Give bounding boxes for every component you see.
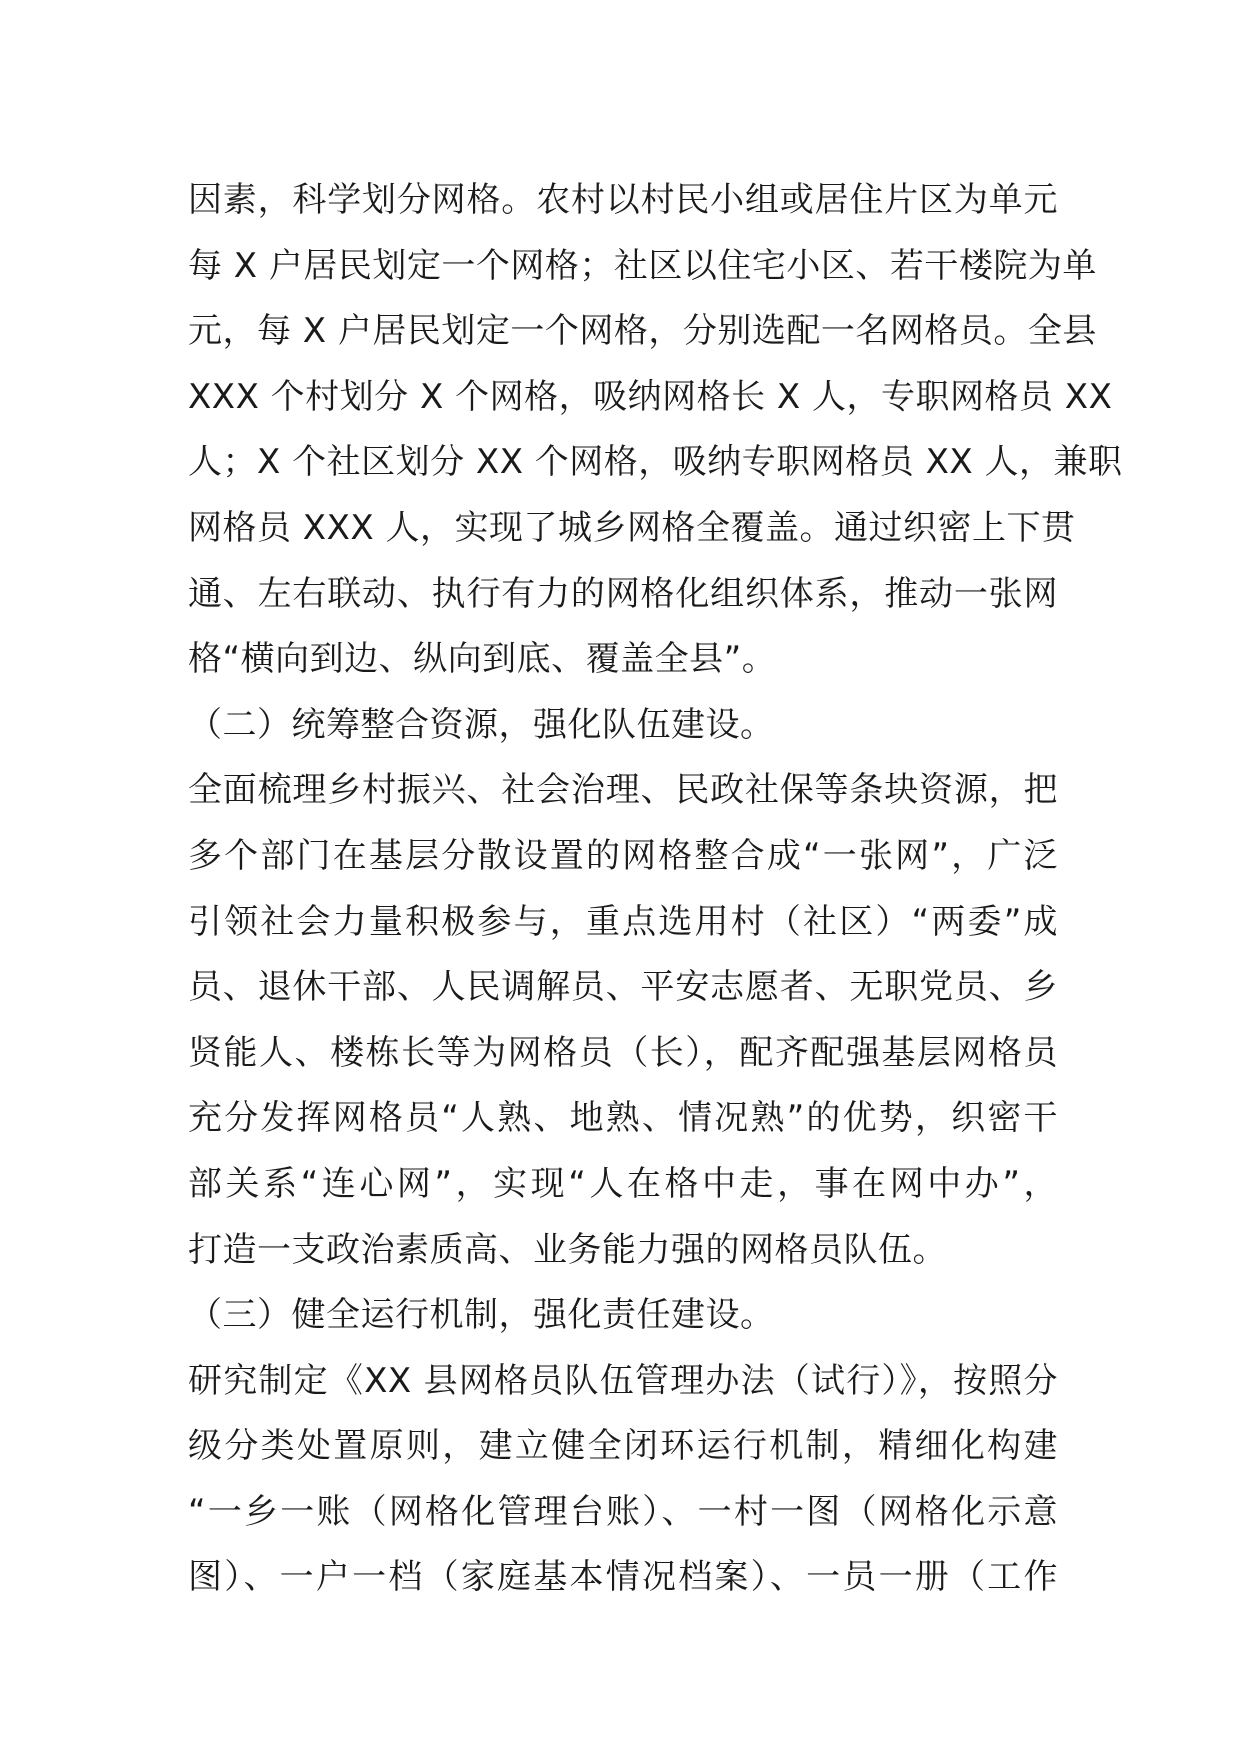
text-line: 因素，科学划分网格。农村以村民小组或居住片区为单元 xyxy=(188,180,1058,220)
text-line: XXX 个村划分 X 个网格，吸纳网格长 X 人，专职网格员 XX xyxy=(188,376,1113,417)
section-heading: （二）统筹整合资源，强化队伍建设。 xyxy=(188,704,775,745)
text-line: 网格员 XXX 人，实现了城乡网格全覆盖。通过织密上下贯 xyxy=(188,507,1076,548)
text-line: 员、退休干部、人民调解员、平安志愿者、无职党员、乡 xyxy=(188,967,1058,1008)
section-heading: （三）健全运行机制，强化责任建设。 xyxy=(188,1295,775,1336)
text-line: 引领社会力量积极参与，重点选用村（社区）“两委”成 xyxy=(188,901,1058,942)
text-line: 部关系“连心网”，实现“人在格中走，事在网中办”， xyxy=(188,1163,1058,1204)
text-line: 元，每 X 户居民划定一个网格，分别选配一名网格员。全县 xyxy=(188,311,1097,352)
text-line: 全面梳理乡村振兴、社会治理、民政社保等条块资源，把 xyxy=(188,770,1058,811)
text-line: 人；X 个社区划分 XX 个网格，吸纳专职网格员 XX 人，兼职 xyxy=(188,442,1123,483)
text-line: 格“横向到边、纵向到底、覆盖全县”。 xyxy=(188,639,777,680)
text-line: 研究制定《XX 县网格员队伍管理办法（试行）》，按照分 xyxy=(188,1360,1058,1401)
text-line: 贤能人、楼栋长等为网格员（长），配齐配强基层网格员 xyxy=(188,1032,1058,1073)
text-line: 打造一支政治素质高、业务能力强的网格员队伍。 xyxy=(188,1229,947,1270)
text-line: “一乡一账（网格化管理台账）、一村一图（网格化示意 xyxy=(188,1491,1058,1532)
text-line: 多个部门在基层分散设置的网格整合成“一张网”，广泛 xyxy=(188,835,1058,876)
text-line: 级分类处置原则，建立健全闭环运行机制，精细化构建 xyxy=(188,1426,1058,1467)
text-line: 每 X 户居民划定一个网格；社区以住宅小区、若干楼院为单 xyxy=(188,245,1097,286)
text-line: 通、左右联动、执行有力的网格化组织体系，推动一张网 xyxy=(188,573,1058,614)
text-line: 充分发挥网格员“人熟、地熟、情况熟”的优势，织密干 xyxy=(188,1098,1058,1139)
text-line: 图）、一户一档（家庭基本情况档案）、一员一册（工作 xyxy=(188,1557,1058,1598)
document-body xyxy=(188,168,1123,1611)
